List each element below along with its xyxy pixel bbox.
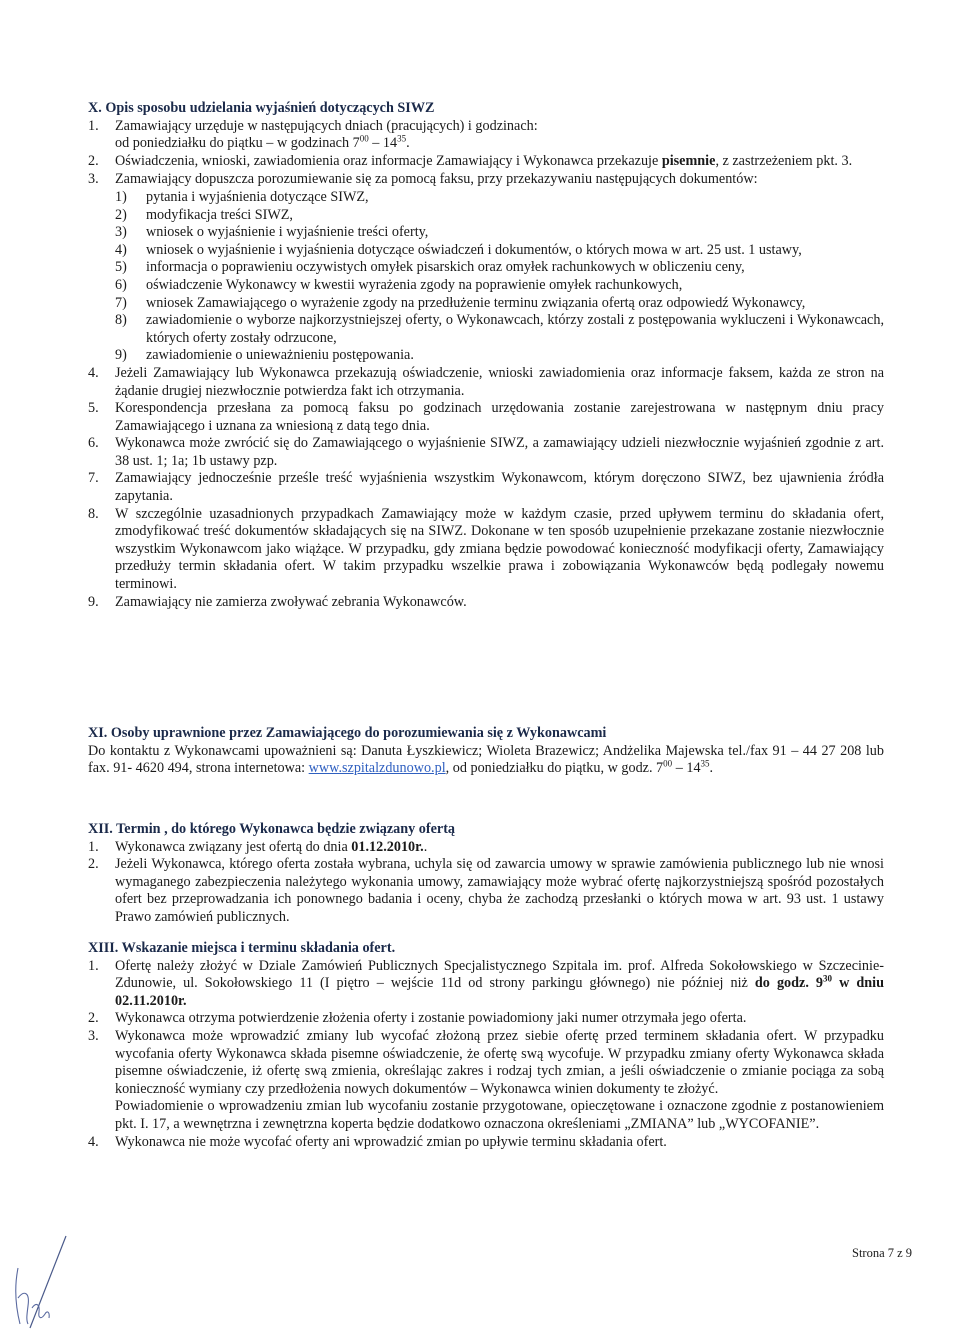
sub-item: 7) wniosek Zamawiającego o wyrażenie zgody na przedłużenie terminu związania ofertą oraz odpowiedź Wykonawcy,	[115, 294, 806, 311]
sub-item: 2) modyfikacja treści SIWZ,	[115, 206, 293, 223]
section-xiii-heading: XIII. Wskazanie miejsca i terminu składania ofert.	[88, 940, 396, 956]
signature-mark	[8, 1228, 78, 1332]
sub-item: 4) wniosek o wyjaśnienie i wyjaśnienia dotyczące oświadczeń i dokumentów, o których mowa w art. 25 ust. 1 ustawy,	[115, 241, 802, 258]
section-xii	[88, 821, 884, 927]
contact-paragraph: Do kontaktu z Wykonawcami upoważnieni są: Danuta Łyszkiewicz; Wioleta Brazewicz; Andżelika Majewska tel./fax 91 – 44 27 208 lub fax. 91- 4620 494, strona internetowa: www.szpitalzdunowo.pl, od poniedziałku do piątku, w godz. $7^{00} - 14^{35}$.	[88, 742, 884, 777]
list-item: 6. Wykonawca może zwrócić się do Zamawiającego o wyjaśnienie SIWZ, a zamawiający udzieli niezwłocznie wyjaśnień zgodnie z art. 38 ust. 1; 1a; 1b ustawy pzp.	[88, 435, 884, 469]
section-xiii	[88, 940, 884, 1151]
list-item: 1. Wykonawca związany jest ofertą do dnia 01.12.2010r..	[88, 838, 428, 855]
list-item: 2. Wykonawca otrzyma potwierdzenie złożenia oferty i zostanie powiadomiony jaki numer otrzymała jego oferta.	[88, 1010, 747, 1027]
sub-item: 1) pytania i wyjaśnienia dotyczące SIWZ,	[115, 188, 369, 205]
list-item: 3. Wykonawca może wprowadzić zmiany lub wycofać złożoną przez siebie ofertę przed terminem składania ofert. W przypadku wycofania oferty Wykonawca składa pisemne oświadczenie, że ofertę swą wycofuje. W przypadku zmiany oferty Wykonawca składa pisemne oświadczenie, iż ofertę swą zmienia, określając zakres i rodzaj tych zmian, a jeśli oświadczenie o zmianie pociąga za sobą konieczność wymiany czy przedłożenia nowych dokumentów – Wykonawca winien dokumenty te złożyć. Powiadomienie o wprowadzeniu zmian lub wycofaniu zostanie przygotowane, opieczętowane i oznaczone zgodnie z postanowieniem pkt. I. 17, a wewnętrzna i zewnętrzna koperta będzie dodatkowo oznaczona określeniami „ZMIANA” lub „WYCOFANIE”.	[88, 1027, 884, 1132]
section-x	[88, 100, 884, 611]
list-item: 1. Zamawiający urzęduje w następujących dniach (pracujących) i godzinach: od poniedziałku do piątku – w godzinach $7^{00} - 14^{35}$.	[88, 117, 538, 152]
list-item: 4. Wykonawca nie może wycofać oferty ani wprowadzić zmian po upływie terminu składania ofert.	[88, 1133, 667, 1150]
list-item: 2. Jeżeli Wykonawca, którego oferta została wybrana, uchyla się od zawarcia umowy w sprawie zamówienia publicznego lub nie wnosi wymaganego zabezpieczenia należytego wykonania umowy, zamawiający może wybrać ofertę najkorzystniejszą spośród pozostałych ofert bez przeprowadzania ich ponownego badania i oceny, chyba że zachodzą przesłanki o których mowa w art. 93 ust. 1 ustawy Prawo zamówień publicznych.	[88, 856, 884, 925]
list-item: 8. W szczególnie uzasadnionych przypadkach Zamawiający może w każdym czasie, przed upływem terminu do składania ofert, zmodyfikować treść dokumentów składających się na SIWZ. Dokonane w ten sposób uzupełnienie przekazane zostanie niezwłocznie wszystkim Wykonawcom jako wiążące. W przypadku, gdy zmiana będzie powodować konieczność modyfikacji oferty, Zamawiający przedłuży termin składania ofert. W takim przypadku wszelkie prawa i zobowiązania Wykonawców będą podlegały nowemu terminowi.	[88, 505, 884, 593]
sub-item: 9) zawiadomienie o unieważnieniu postępowania.	[115, 347, 414, 364]
list-item: 9. Zamawiający nie zamierza zwoływać zebrania Wykonawców.	[88, 593, 467, 610]
list-item: 7. Zamawiający jednocześnie prześle treść wyjaśnienia wszystkim Wykonawcom, którym doręczono SIWZ, bez ujawnienia źródła zapytania.	[88, 470, 884, 505]
list-item: 2. Oświadczenia, wnioski, zawiadomienia oraz informacje Zamawiający i Wykonawca przekazuje pisemnie, z zastrzeżeniem pkt. 3.	[88, 152, 853, 169]
signature-icon	[8, 1228, 78, 1332]
list-item: 1. Ofertę należy złożyć w Dziale Zamówień Publicznych Specjalistycznego Szpitala im. prof. Alfreda Sokołowskiego w Szczecinie-Zdunowie, ul. Sokołowskiego 11 (I piętro – wejście 11d od strony parkingu głównego) nie później niż do godz. $9^{30}$ w dniu 02.11.2010r.	[88, 957, 885, 1009]
section-xi-heading: XI. Osoby uprawnione przez Zamawiającego do porozumiewania się z Wykonawcami	[88, 725, 607, 741]
section-xii-heading: XII. Termin , do którego Wykonawca będzie związany ofertą	[88, 821, 456, 837]
list-item: 3. Zamawiający dopuszcza porozumiewanie się za pomocą faksu, przy przekazywaniu następujących dokumentów:	[88, 171, 758, 188]
page-number: Strona 7 z 9	[852, 1246, 913, 1260]
sub-item: 8) zawiadomienie o wyborze najkorzystniejszej oferty, o Wykonawcach, którzy zostali z postępowania wykluczeni i Wykonawcach, których oferty zostały odrzucone,	[115, 312, 884, 346]
sub-item: 3) wniosek o wyjaśnienie i wyjaśnienie treści oferty,	[115, 224, 429, 241]
list-item: 4. Jeżeli Zamawiający lub Wykonawca przekazują oświadczenie, wnioski zawiadomienia oraz informacje faksem, każda ze stron na żądanie drugiej niezwłocznie potwierdza fakt ich otrzymania.	[88, 364, 884, 399]
section-x-heading: X. Opis sposobu udzielania wyjaśnień dotyczących SIWZ	[88, 100, 435, 116]
sub-item: 5) informacja o poprawieniu oczywistych omyłek pisarskich oraz omyłek rachunkowych w obliczeniu ceny,	[115, 259, 745, 276]
sub-item: 6) oświadczenie Wykonawcy w kwestii wyrażenia zgody na poprawienie omyłek rachunkowych,	[115, 276, 683, 293]
section-xi	[88, 725, 884, 778]
list-item: 5. Korespondencja przesłana za pomocą faksu po godzinach urzędowania zostanie zarejestrowana w następnym dniu pracy Zamawiającego i uznana za wniesioną z datą tego dnia.	[88, 400, 884, 434]
website-link[interactable]: www.szpitalzdunowo.pl	[308, 760, 446, 777]
